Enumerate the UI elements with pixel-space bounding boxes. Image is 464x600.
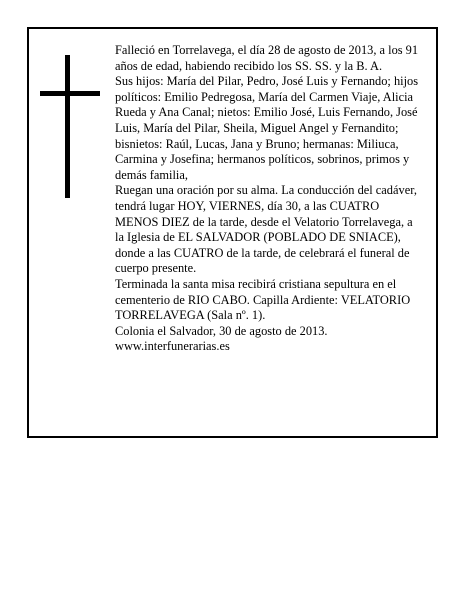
place-and-date: Colonia el Salvador, 30 de agosto de 2013. xyxy=(115,323,328,338)
family-list: Sus hijos: María del Pilar, Pedro, José Luis y Fernando; hijos políticos: Emilio Pedregosa, María del Carmen Viaje, Alicia Rueda y Ana Canal; nietos: Emilio José, Luis Fernando, José Luis, María del Pilar, Sheila, Miguel Angel y Fernandito; bisnietos: Raúl, Lucas, Jana y Bruno; hermanas: Miliuca, Carmina y Josefina; hermanos políticos, sobrinos, primos y demás familia, xyxy=(115,74,419,182)
obituary-notice xyxy=(27,27,438,438)
burial-details: Terminada la santa misa recibirá cristiana sepultura en el cementerio de RIO CABO. Capilla Ardiente: VELATORIO TORRELAVEGA (Sala nº. 1). xyxy=(115,276,411,323)
website-text: www.interfunerarias.es xyxy=(115,339,230,354)
cross-icon xyxy=(40,55,100,198)
obituary-text xyxy=(115,43,420,355)
death-announcement: Falleció en Torrelavega, el día 28 de agosto de 2013, a los 91 años de edad, habiendo recibido los SS. SS. y la B. A. xyxy=(115,43,419,73)
cross-vertical-bar xyxy=(65,55,70,198)
funeral-details: Ruegan una oración por su alma. La conducción del cadáver, tendrá lugar HOY, VIERNES, día 30, a las CUATRO MENOS DIEZ de la tarde, desde el Velatorio Torrelavega, a la Iglesia de EL SALVADOR (POBLADO DE SNIACE), donde a las CUATRO de la tarde, de celebrará el funeral de cuerpo presente. xyxy=(115,183,417,276)
cross-horizontal-bar xyxy=(40,91,100,96)
